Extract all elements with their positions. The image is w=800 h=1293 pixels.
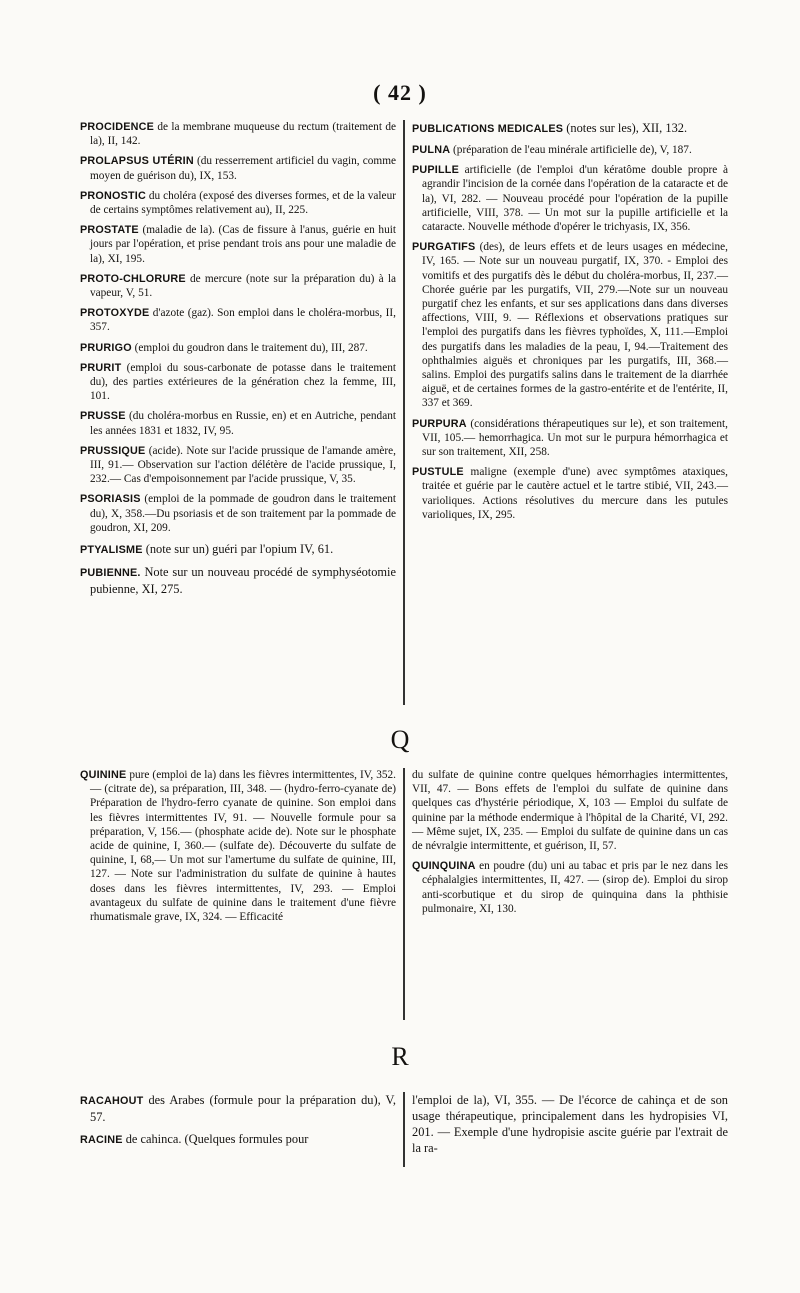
section-letter-r: R xyxy=(391,1042,409,1071)
index-entry: PRURIGO (emploi du goudron dans le traitement du), III, 287. xyxy=(80,341,368,354)
column-divider xyxy=(403,768,405,1020)
index-entry: PROTO-CHLORURE de mercure (note sur la préparation du) à la vapeur, V, 51. xyxy=(80,272,396,300)
section-r xyxy=(80,1092,728,1167)
index-entry: PUPILLE artificielle (de l'emploi d'un kératôme double propre à agrandir l'incision de la cornée dans l'opération de la cataracte et de la), VI, 282. — Nouveau procédé pour l'opération de la pupille artificielle, VIII, 378. — Un mot sur la pupille artificielle et la cataracte. Nouvelle méthode d'opérer le trichyasis, IX, 356. xyxy=(412,164,728,234)
index-entry: PUSTULE maligne (exemple d'une) avec symptômes ataxiques, traitée et guérie par le cautère actuel et le tartre stibié, VII, 243.— varioliques. Actions résolutives du mercure dans les putules varioliques, IX, 295. xyxy=(412,466,728,521)
index-entry: QUINQUINA en poudre (du) uni au tabac et pris par le nez dans les céphalalgies intermittentes, II, 427. — (sirop de). Emploi du sirop anti-scorbutique et du sirop de quinquina dans la phthisie pulmonaire, XI, 130. xyxy=(412,860,728,915)
index-entry: PROSTATE (maladie de la). (Cas de fissure à l'anus, guérie en huit jours par l'opération, et prise pendant trois ans pour une maladie de la), XI, 195. xyxy=(80,224,396,265)
section-letter-q: Q xyxy=(390,725,410,754)
index-entry: PROTOXYDE d'azote (gaz). Son emploi dans le choléra-morbus, II, 357. xyxy=(80,307,396,334)
section-p xyxy=(80,120,728,705)
column-divider xyxy=(403,120,405,705)
index-entry: RACINE de cahinca. (Quelques formules pour xyxy=(80,1132,309,1146)
index-entry: PULNA (préparation de l'eau minérale artificielle de), V, 187. xyxy=(412,144,692,156)
index-entry: PRUSSIQUE (acide). Note sur l'acide prussique de l'amande amère, III, 91.— Observation sur l'action délétère de l'acide prussique, I, 232.— Cas d'empoisonnement par l'acide prussique, V, 35. xyxy=(80,444,396,486)
index-entry: PRONOSTIC du choléra (exposé des diverses formes, et de la valeur de certains symptômes relativement au), II, 225. xyxy=(80,189,396,217)
column-right xyxy=(412,120,728,528)
index-entry: PUBIENNE. Note sur un nouveau procédé de symphyséotomie pubienne, XI, 275. xyxy=(80,565,396,597)
column-left xyxy=(80,120,396,603)
section-q xyxy=(80,768,728,1020)
column-divider xyxy=(403,1092,405,1167)
index-entry: PURPURA (considérations thérapeutiques sur le), et son traitement, VII, 105.— hemorrhagica. Un mot sur le purpura hémorrhagica et sur son traitement, XII, 258. xyxy=(412,417,728,459)
index-entry: PRUSSE (du choléra-morbus en Russie, en) et en Autriche, pendant les années 1831 et 1832, IV, 95. xyxy=(80,410,396,437)
index-entry: PTYALISME (note sur un) guéri par l'opium IV, 61. xyxy=(80,542,334,557)
index-entry: PSORIASIS (emploi de la pommade de goudron dans le traitement du), X, 358.—Du psoriasis et de son traitement par la pommade de goudron, XI, 209. xyxy=(80,493,396,534)
column-right xyxy=(412,768,728,922)
index-entry: PUBLICATIONS MEDICALES (notes sur les), XII, 132. xyxy=(412,121,688,135)
index-entry: PROLAPSUS UTÉRIN (du resserrement artificiel du vagin, comme moyen de guérison du), IX, 153. xyxy=(80,155,396,182)
index-entry: RACAHOUT des Arabes (formule pour la préparation du), V, 57. xyxy=(80,1093,396,1124)
index-entry: QUININE pure (emploi de la) dans les fièvres intermittentes, IV, 352.— (citrate de), sa préparation, III, 348. — (hydro-ferro-cyanate de) Préparation de l'hydro-ferro cyanate de quinine. Son emploi dans les fièvres intermittentes IV, 91. — Nouvelle formule pour sa préparation, V, 156.— (phosphate acide de). Note sur le phosphate acide de quinine, I, 360.— (sulfate de). Découverte du sulfate de quinine, I, 68,— Un mot sur l'amertume du sulfate de quinine, III, 127. — Note sur l'administration du sulfate de quinine à hautes doses dans les fièvres intermittentes, IV, 293. — Emploi avantageux du sulfate de quinine dans le traitement d'une fièvre rhumatismale grave, IX, 324. — Efficacité xyxy=(80,769,396,924)
column-left xyxy=(80,768,396,930)
entry-continuation: du sulfate de quinine contre quelques hémorrhagies intermittentes, VII, 47. — Bons effets de l'emploi du sulfate de quinine dans quelques cas d'hystérie périodique, X, 103 — Emploi du sulfate de quinine par la méthode endermique à l'hôpital de la Charité, VI, 292. — Même sujet, IX, 235. — Emploi du sulfate de quinine dans un cas de névralgie intermittente, et guérison, II, 57. xyxy=(412,769,728,853)
entry-continuation: l'emploi de la), VI, 355. — De l'écorce de cahinça et de son usage thérapeutique, principalement dans les hydropisies VI, 201. — Exemple d'une hydropisie ascite guérie par l'extrait de la ra- xyxy=(412,1093,728,1155)
column-right xyxy=(412,1092,728,1162)
index-entry: PROCIDENCE de la membrane muqueuse du rectum (traitement de la), II, 142. xyxy=(80,121,396,148)
page-number: ( 42 ) xyxy=(373,80,427,105)
column-left xyxy=(80,1092,396,1154)
index-entry: PRURIT (emploi du sous-carbonate de potasse dans le traitement du), des parties extérieures de la génération chez la femme, III, 101. xyxy=(80,361,396,403)
index-entry: PURGATIFS (des), de leurs effets et de leurs usages en médecine, IV, 165. — Note sur un nouveau purgatif, IX, 370. - Emploi des vomitifs et des purgatifs dès le début du choléra-morbus, II, 237.— Chorée guérie par les purgatifs, VII, 279.—Note sur un nouveau purgatif chez les enfants, et sur ses applications dans dans diverses affections, VIII, 9. — Réflexions et observations pratiques sur l'emploi des purgatifs dans les fièvres typhoïdes, X, 111.—Emploi des purgatifs dans les maladies de la peau, I, 94.—Traitement des ophthalmies aiguës et chroniques par les purgatifs, III, 368.— salins. Emploi des purgatifs salins dans le traitement de la diarrhée aiguë, et de certaines formes de la gastro-entérite et de l'entérite, II, 337 et 369. xyxy=(412,241,728,410)
